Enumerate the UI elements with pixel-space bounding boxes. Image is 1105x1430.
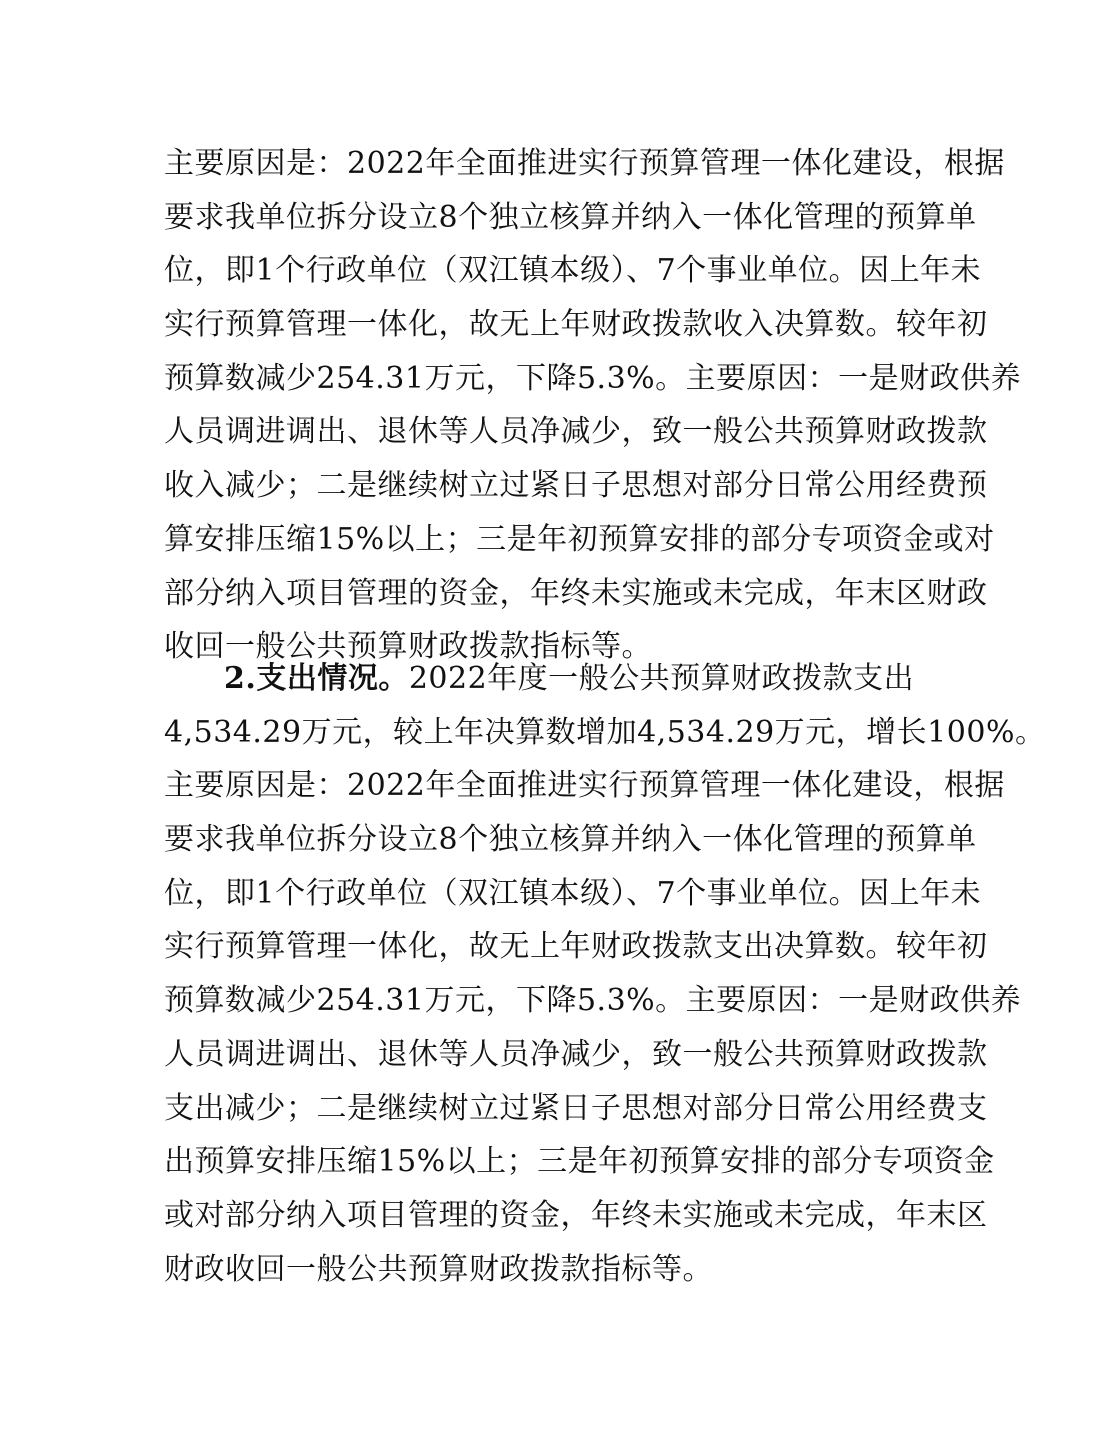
- text-line: 4,534.29万元，较上年决算数增加4,534.29万元，增长100%。: [164, 714, 1046, 750]
- text-line: 要求我单位拆分设立8个独立核算并纳入一体化管理的预算单: [164, 199, 977, 235]
- text-line: 人员调进调出、退休等人员净减少，致一般公共预算财政拨款: [164, 414, 988, 450]
- text-line: 人员调进调出、退休等人员净减少，致一般公共预算财政拨款: [164, 1036, 988, 1072]
- text-line: 位，即1个行政单位（双江镇本级）、7个事业单位。因上年未: [164, 253, 982, 289]
- text-line: 财政收回一般公共预算财政拨款指标等。: [164, 1251, 713, 1287]
- text-line: 算安排压缩15%以上；三是年初预算安排的部分专项资金或对: [164, 521, 995, 557]
- section-heading: 2.支出情况。: [224, 661, 409, 696]
- text-line: 收入减少；二是继续树立过紧日子思想对部分日常公用经费预: [164, 468, 988, 504]
- paragraph-income-reasons: [164, 137, 1022, 674]
- text-line: 或对部分纳入项目管理的资金，年终未实施或未完成，年末区: [164, 1197, 988, 1233]
- text-line: 位，即1个行政单位（双江镇本级）、7个事业单位。因上年未: [164, 875, 982, 911]
- text-line: 出预算安排压缩15%以上；三是年初预算安排的部分专项资金: [164, 1144, 995, 1180]
- text-line: 预算数减少254.31万元，下降5.3%。主要原因：一是财政供养: [164, 983, 1022, 1019]
- text-line: 部分纳入项目管理的资金，年终未实施或未完成，年末区财政: [164, 575, 988, 611]
- text-line: 主要原因是：2022年全面推进实行预算管理一体化建设，根据: [164, 146, 1005, 181]
- text-line: 支出减少；二是继续树立过紧日子思想对部分日常公用经费支: [164, 1090, 988, 1126]
- text-line: 要求我单位拆分设立8个独立核算并纳入一体化管理的预算单: [164, 822, 977, 858]
- paragraph-first-line: [164, 652, 944, 706]
- paragraph-expenditure: [164, 652, 1046, 1296]
- text-line: 收回一般公共预算财政拨款指标等。: [164, 629, 652, 665]
- text-line: 预算数减少254.31万元，下降5.3%。主要原因：一是财政供养: [164, 360, 1022, 396]
- text-segment: 2022年度一般公共预算财政拨款支出: [408, 661, 915, 696]
- text-line: 实行预算管理一体化，故无上年财政拨款支出决算数。较年初: [164, 929, 988, 965]
- text-line: 实行预算管理一体化，故无上年财政拨款收入决算数。较年初: [164, 307, 988, 343]
- text-line: 主要原因是：2022年全面推进实行预算管理一体化建设，根据: [164, 768, 1005, 804]
